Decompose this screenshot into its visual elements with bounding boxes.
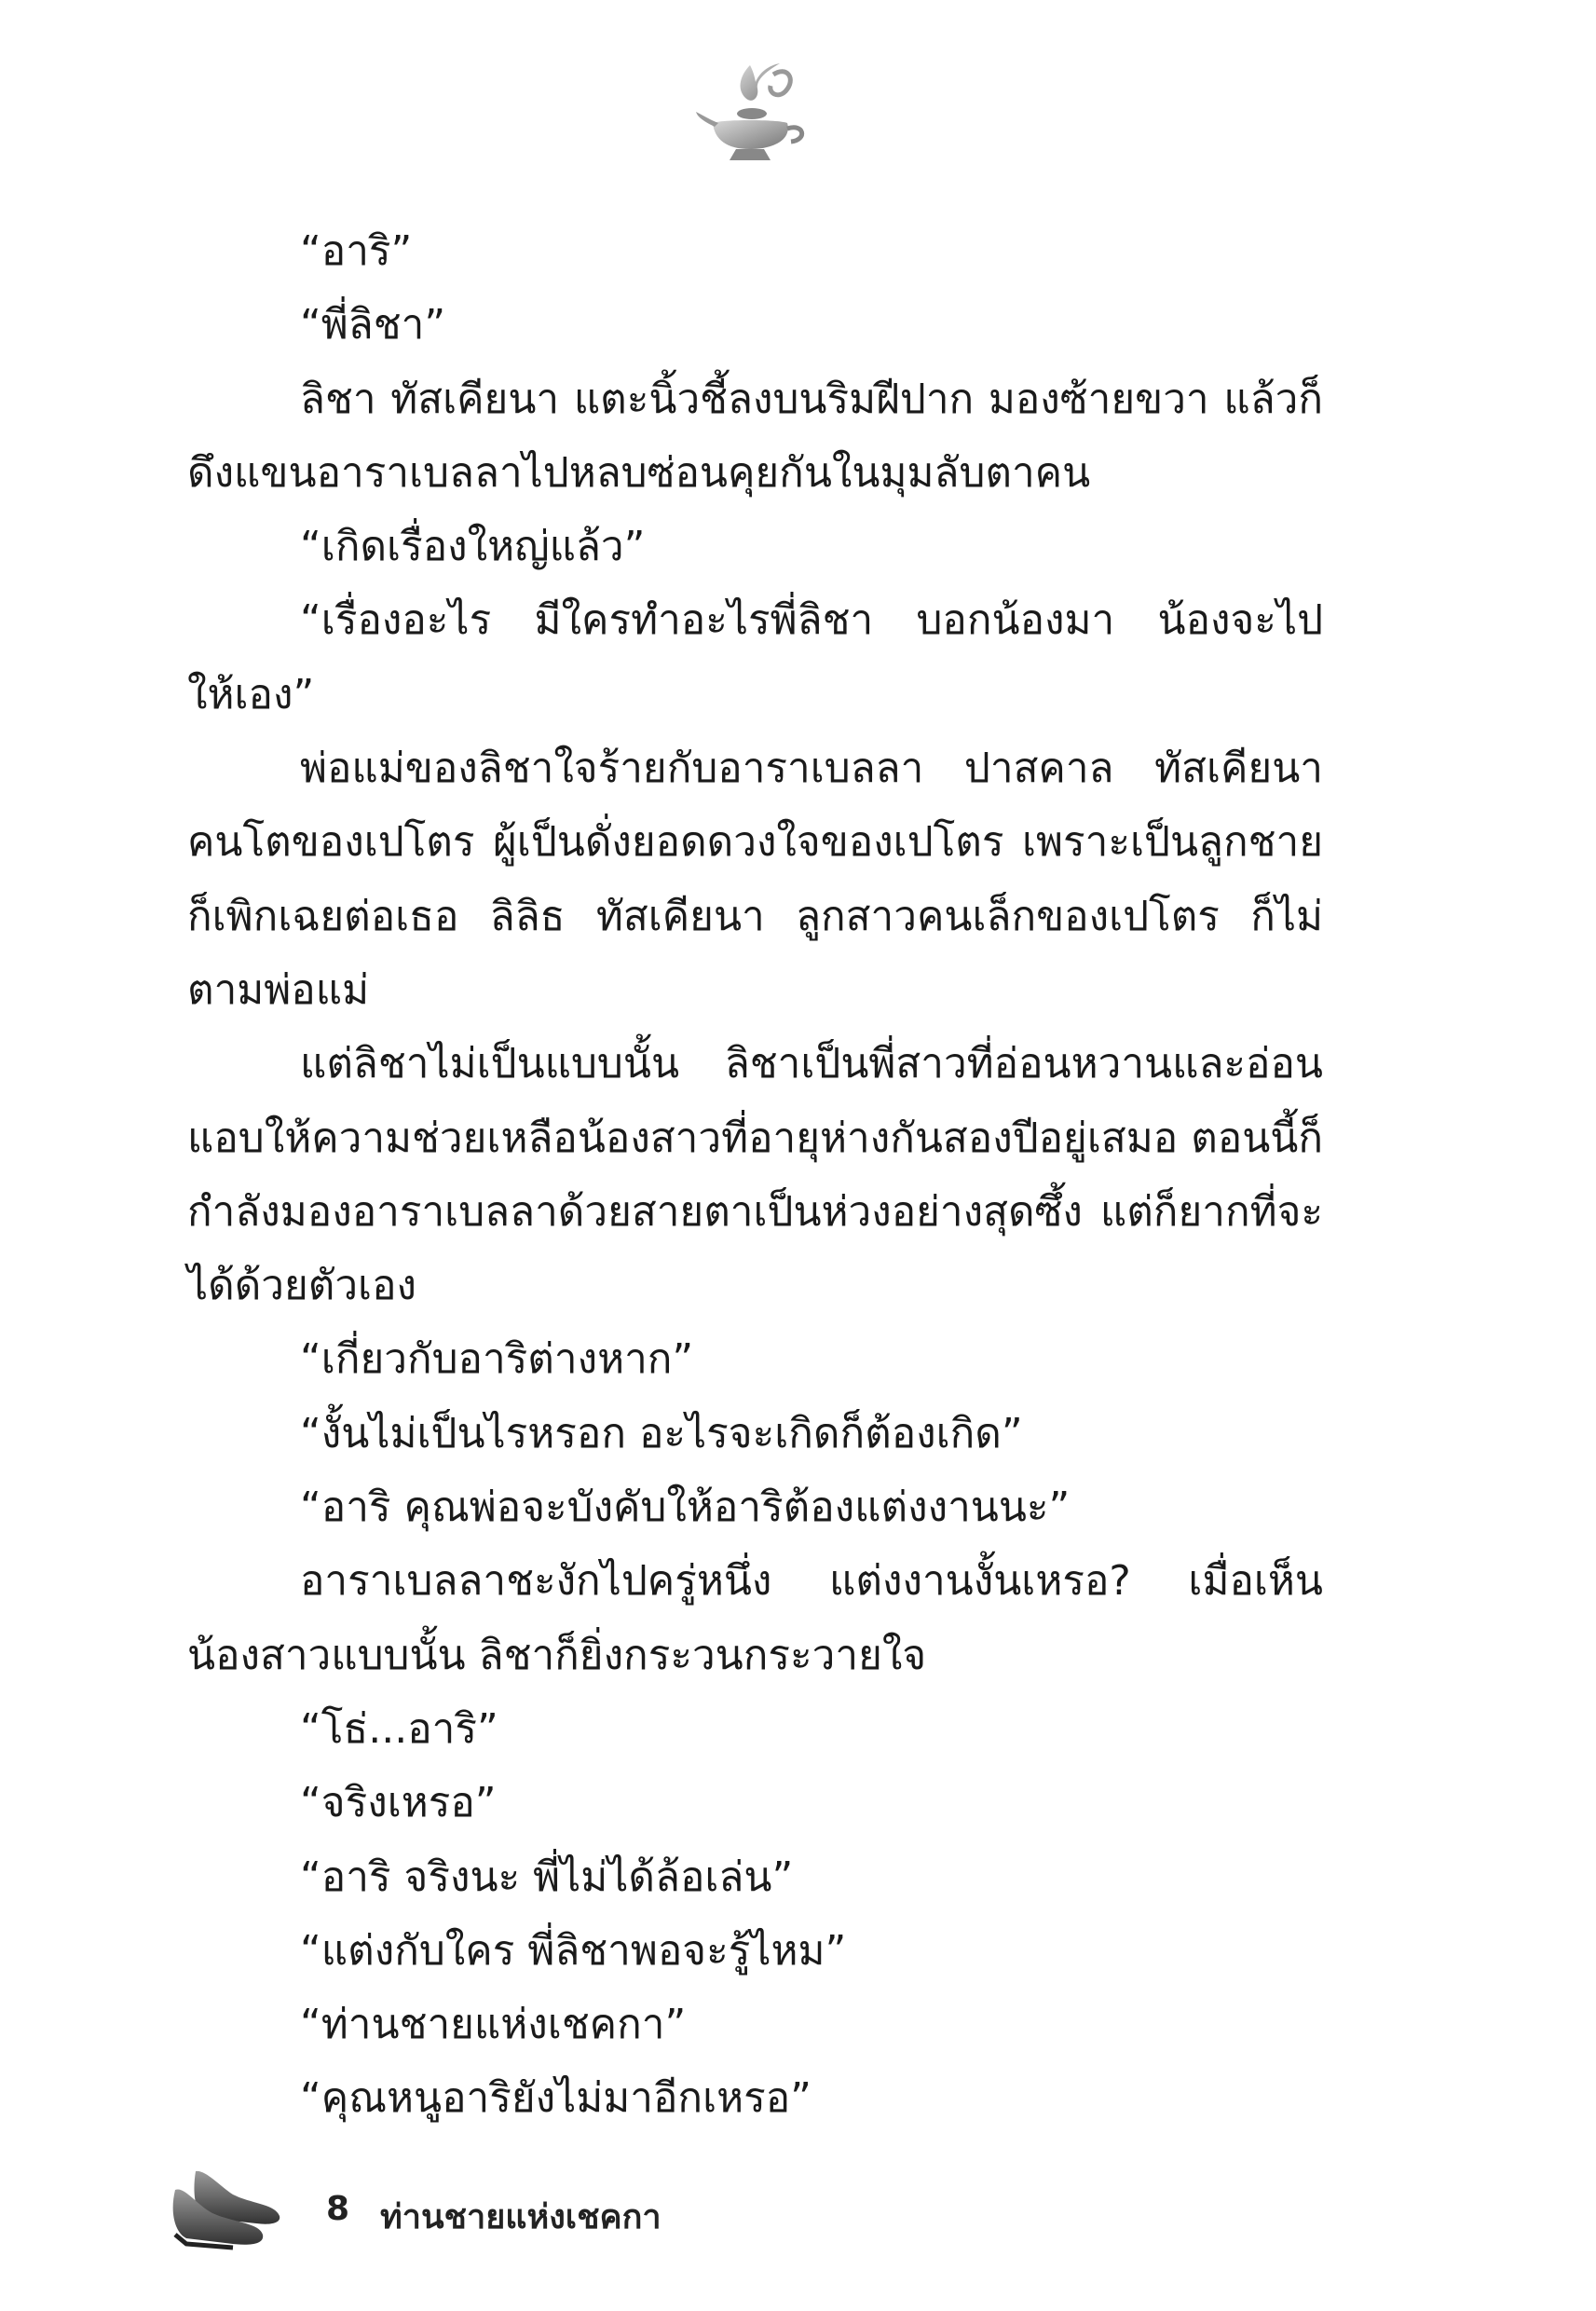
paragraph-line: ลิชา ทัสเคียนา แตะนิ้วชี้ลงบนริมฝีปาก มองซ้ายขวา แล้วก็ bbox=[300, 375, 1323, 423]
dialogue-line: “เรื่องอะไร มีใครทำอะไรพี่ลิชา บอกน้องมา น้องจะไป bbox=[300, 596, 1323, 645]
paragraph-line: ดึงแขนอาราเบลลาไปหลบซ่อนคุยกันในมุมลับตาคน bbox=[187, 448, 1091, 497]
dialogue-line: “อาริ คุณพ่อจะบังคับให้อาริต้องแต่งงานนะ” bbox=[300, 1484, 1071, 1532]
paragraph-line: ก็เพิกเฉยต่อเธอ ลิลิธ ทัสเคียนา ลูกสาวคนเล็กของเปโตร ก็ไม่ bbox=[187, 892, 1323, 940]
page-footer bbox=[168, 2162, 820, 2255]
paragraph-line: กำลังมองอาราเบลลาด้วยสายตาเป็นห่วงอย่างสุดซึ้ง แต่ก็ยากที่จะ bbox=[187, 1187, 1323, 1236]
paragraph-line: แอบให้ความช่วยเหลือน้องสาวที่อายุห่างกันสองปีอยู่เสมอ ตอนนี้ก็ bbox=[187, 1114, 1323, 1162]
dialogue-line: “พี่ลิชา” bbox=[300, 301, 446, 349]
dialogue-line: ให้เอง” bbox=[187, 670, 315, 718]
dialogue-line: “คุณหนูอาริยังไม่มาอีกเหรอ” bbox=[300, 2074, 812, 2123]
dialogue-line: “งั้นไม่เป็นไรหรอก อะไรจะเกิดก็ต้องเกิด” bbox=[300, 1409, 1023, 1457]
paragraph-line: อาราเบลลาชะงักไปครู่หนึ่ง แต่งงานงั้นเหรอ? เมื่อเห็น bbox=[300, 1557, 1323, 1606]
dialogue-line: “อาริ” bbox=[300, 227, 413, 275]
dialogue-line: “อาริ จริงนะ พี่ไม่ได้ล้อเล่น” bbox=[300, 1853, 794, 1901]
dialogue-line: “โธ่...อาริ” bbox=[300, 1704, 498, 1753]
paragraph-line: ได้ด้วยตัวเอง bbox=[187, 1262, 416, 1310]
body-text bbox=[187, 214, 1323, 2136]
dialogue-line: “เกี่ยวกับอาริต่างหาก” bbox=[300, 1335, 694, 1384]
dialogue-line: “เกิดเรื่องใหญ่แล้ว” bbox=[300, 523, 646, 571]
paragraph-line: พ่อแม่ของลิชาใจร้ายกับอาราเบลลา ปาสคาล ทัสเคียนา bbox=[300, 745, 1323, 793]
genie-lamp-logo bbox=[694, 56, 815, 172]
paragraph-line: น้องสาวแบบนั้น ลิชาก็ยิ่งกระวนกระวายใจ bbox=[187, 1631, 927, 1679]
page-number: 8 bbox=[326, 2190, 350, 2228]
paragraph-line: คนโตของเปโตร ผู้เป็นดั่งยอดดวงใจของเปโตร เพราะเป็นลูกชาย bbox=[187, 818, 1323, 867]
shoes-icon bbox=[168, 2162, 303, 2255]
paragraph-line: ตามพ่อแม่ bbox=[187, 965, 370, 1014]
book-title: ท่านชายแห่งเชคกา bbox=[380, 2198, 662, 2236]
dialogue-line: “แต่งกับใคร พี่ลิชาพอจะรู้ไหม” bbox=[300, 1926, 847, 1975]
dialogue-line: “จริงเหรอ” bbox=[300, 1779, 497, 1827]
paragraph-line: แต่ลิชาไม่เป็นแบบนั้น ลิชาเป็นพี่สาวที่อ่อนหวานและอ่อน bbox=[300, 1040, 1323, 1088]
dialogue-line: “ท่านชายแห่งเชคกา” bbox=[300, 2001, 687, 2049]
